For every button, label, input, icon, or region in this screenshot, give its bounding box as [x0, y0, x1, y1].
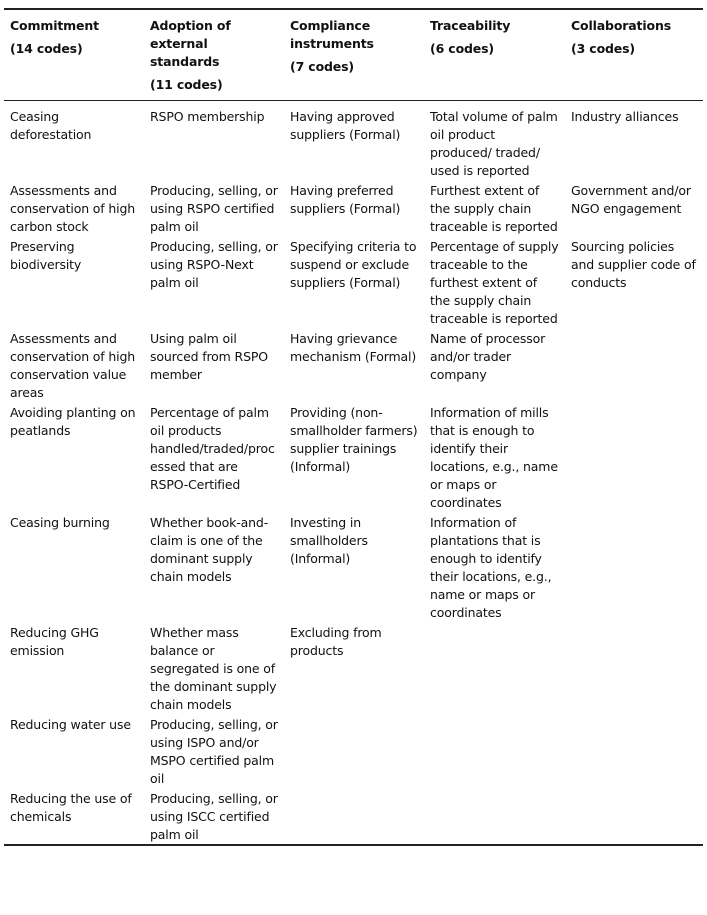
table-cell: Having approved suppliers (Formal) — [290, 109, 401, 142]
table-cell: Percentage of supply traceable to the furthest extent of the supply chain traceable is reported — [430, 239, 559, 326]
table-row — [4, 788, 703, 845]
table-cell: Ceasing burning — [10, 515, 110, 530]
table-row — [4, 622, 703, 714]
header-count: (3 codes) — [571, 41, 635, 56]
table-cell: Specifying criteria to suspend or exclude suppliers (Formal) — [290, 239, 417, 290]
table-cell: Percentage of palm oil products handled/traded/processed that are RSPO-Certified — [150, 405, 275, 492]
table-cell: Name of processor and/or trader company — [430, 331, 546, 382]
table-cell: Information of mills that is enough to identify their locations, e.g., name or maps or coordinates — [430, 405, 558, 510]
table-cell: Producing, selling, or using ISCC certified palm oil — [150, 791, 278, 842]
table-cell: Having preferred suppliers (Formal) — [290, 183, 401, 216]
table-row — [4, 328, 703, 402]
table-cell: Ceasing deforestation — [10, 109, 92, 142]
table-cell — [424, 622, 565, 714]
table-header — [4, 9, 703, 101]
table-cell: Whether mass balance or segregated is one of the dominant supply chain models — [150, 625, 277, 712]
table-cell: Producing, selling, or using RSPO-Next palm oil — [150, 239, 278, 290]
table-cell: Investing in smallholders (Informal) — [290, 515, 368, 566]
table-cell: Reducing GHG emission — [10, 625, 99, 658]
table-row — [4, 180, 703, 236]
table-cell: Industry alliances — [571, 109, 679, 124]
header-title: Collaborations — [571, 18, 671, 33]
header-compliance — [284, 9, 424, 101]
table-row — [4, 512, 703, 622]
header-title: Adoption of external standards — [150, 18, 231, 69]
table-cell: Preserving biodiversity — [10, 239, 82, 272]
table-cell: Having grievance mechanism (Formal) — [290, 331, 417, 364]
header-commitment — [4, 9, 144, 101]
table-cell: Total volume of palm oil product produced/ traded/ used is reported — [430, 109, 558, 178]
table-cell — [284, 714, 424, 788]
table-cell: Using palm oil sourced from RSPO member — [150, 331, 268, 382]
header-traceability — [424, 9, 565, 101]
header-title: Commitment — [10, 18, 99, 33]
header-count: (11 codes) — [150, 77, 223, 92]
table-cell: Information of plantations that is enough to identify their locations, e.g., name or maps or coordinates — [430, 515, 552, 620]
header-collaborations — [565, 9, 703, 101]
table-row — [4, 714, 703, 788]
table-cell: Avoiding planting on peatlands — [10, 405, 136, 438]
table-cell — [565, 328, 703, 402]
table-cell: Reducing the use of chemicals — [10, 791, 132, 824]
table-cell: Providing (non-smallholder farmers) supplier trainings (Informal) — [290, 405, 418, 474]
table-cell — [424, 714, 565, 788]
header-title: Compliance instruments — [290, 18, 374, 51]
header-count: (7 codes) — [290, 59, 354, 74]
table-cell: Reducing water use — [10, 717, 131, 732]
header-row — [4, 9, 703, 101]
table-cell — [565, 512, 703, 622]
table-cell: Sourcing policies and supplier code of conducts — [571, 239, 696, 290]
codes-table — [4, 8, 703, 846]
table-cell: Assessments and conservation of high conservation value areas — [10, 331, 136, 400]
table-cell: Producing, selling, or using RSPO certified palm oil — [150, 183, 278, 234]
header-adoption — [144, 9, 284, 101]
table-cell — [565, 714, 703, 788]
header-count: (14 codes) — [10, 41, 83, 56]
table-row — [4, 236, 703, 328]
header-title: Traceability — [430, 18, 511, 33]
table-cell: Furthest extent of the supply chain traceable is reported — [430, 183, 558, 234]
table-cell: Whether book-and-claim is one of the dominant supply chain models — [150, 515, 269, 584]
codes-table-container — [4, 8, 703, 846]
table-cell — [424, 788, 565, 845]
table-cell: Producing, selling, or using ISPO and/or MSPO certified palm oil — [150, 717, 278, 786]
table-row — [4, 101, 703, 181]
table-cell: Government and/or NGO engagement — [571, 183, 691, 216]
table-cell: Excluding from products — [290, 625, 382, 658]
table-cell: Assessments and conservation of high carbon stock — [10, 183, 136, 234]
table-cell — [565, 622, 703, 714]
table-row — [4, 402, 703, 512]
table-body — [4, 101, 703, 846]
header-count: (6 codes) — [430, 41, 494, 56]
table-cell — [565, 402, 703, 512]
table-cell — [565, 788, 703, 845]
table-cell: RSPO membership — [150, 109, 265, 124]
table-cell — [284, 788, 424, 845]
